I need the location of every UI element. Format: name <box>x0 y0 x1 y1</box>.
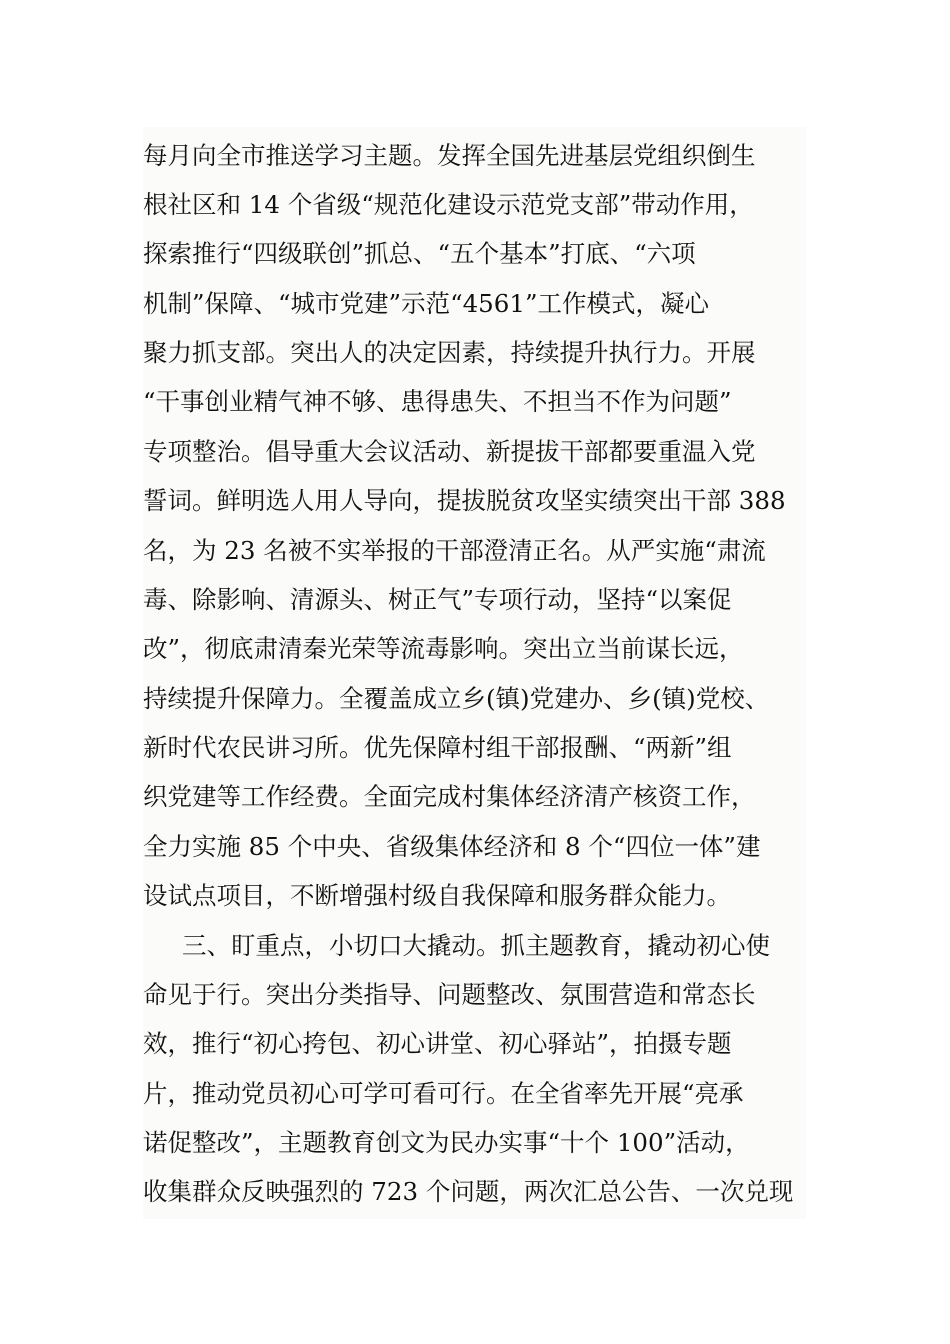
text-line: 命见于行。突出分类指导、问题整改、氛围营造和常态长 <box>143 980 756 1009</box>
text-line: 聚力抓支部。突出人的决定因素，持续提升执行力。开展 <box>143 338 756 367</box>
body-text-block <box>143 127 806 1219</box>
text-line: 改”，彻底肃清秦光荣等流毒影响。突出立当前谋长远， <box>143 634 744 663</box>
text-line: 效，推行“初心挎包、初心讲堂、初心驿站”，拍摄专题 <box>143 1029 732 1058</box>
text-line: 设试点项目，不断增强村级自我保障和服务群众能力。 <box>143 881 731 910</box>
text-line: 织党建等工作经费。全面完成村集体经济清产核资工作， <box>143 782 756 811</box>
text-line: 机制”保障、“城市党建”示范“4561”工作模式，凝心 <box>143 289 709 318</box>
text-line: 专项整治。倡导重大会议活动、新提拔干部都要重温入党 <box>143 437 756 466</box>
text-line: 诺促整改”，主题教育创文为民办实事“十个 100”活动， <box>143 1128 750 1157</box>
text-line: 探索推行“四级联创”抓总、“五个基本”打底、“六项 <box>143 239 696 268</box>
text-line: 名，为 23 名被不实举报的干部澄清正名。从严实施“肃流 <box>143 536 766 565</box>
text-line: “干事创业精气神不够、患得患失、不担当不作为问题” <box>143 387 732 416</box>
paragraph-first-line: 三、盯重点，小切口大撬动。抓主题教育，撬动初心使 <box>182 931 770 960</box>
text-line: 根社区和 14 个省级“规范化建设示范党支部”带动作用， <box>143 190 754 219</box>
text-line: 持续提升保障力。全覆盖成立乡(镇)党建办、乡(镇)党校、 <box>143 684 770 713</box>
text-line: 收集群众反映强烈的 723 个问题，两次汇总公告、一次兑现 <box>143 1177 794 1206</box>
text-line: 毒、除影响、清源头、树正气”专项行动，坚持“以案促 <box>143 585 732 614</box>
text-line: 每月向全市推送学习主题。发挥全国先进基层党组织倒生 <box>143 141 756 170</box>
text-line: 全力实施 85 个中央、省级集体经济和 8 个“四位一体”建 <box>143 832 761 861</box>
text-line: 誓词。鲜明选人用人导向，提拔脱贫攻坚实绩突出干部 388 <box>143 486 786 515</box>
text-line: 新时代农民讲习所。优先保障村组干部报酬、“两新”组 <box>143 733 732 762</box>
text-line: 片，推动党员初心可学可看可行。在全省率先开展“亮承 <box>143 1079 744 1108</box>
